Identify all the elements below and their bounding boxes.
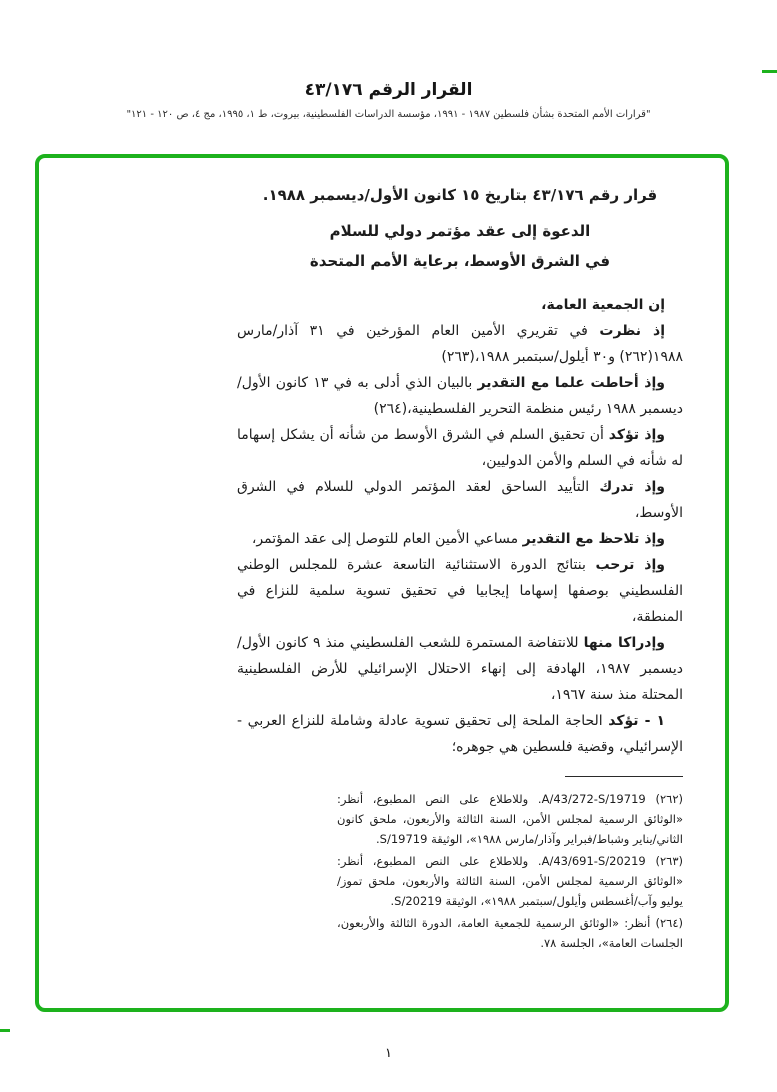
footnote [337,913,683,953]
green-mark-fragment-bottom [0,1029,10,1032]
paragraph [237,552,683,630]
paragraph-text: للانتفاضة المستمرة للشعب الفلسطيني منذ ٩ كانون الأول/ديسمبر ١٩٨٧، الهادفة إلى إنهاء الاحتلال الإسرائيلي للأرض الفلسطينية المحتلة منذ سنة ١٩٦٧، [237,635,683,703]
paragraph [237,422,683,474]
paragraph-lead: وإذ تدرك [599,479,666,495]
paragraph-lead: وإذ تلاحظ مع التقدير [522,531,665,547]
paragraph [237,370,683,422]
document-body [237,180,683,955]
paragraph [237,708,683,760]
footnote-separator [565,776,683,777]
source-citation: "قرارات الأمم المتحدة بشأن فلسطين ١٩٨٧ - ١٩٩١، مؤسسة الدراسات الفلسطينية، بيروت، ط ١، ١٩٩٥، مج ٤، ص ١٢٠ - ١٢١" [126,109,651,120]
annotation-highlight-box [35,154,729,1012]
footnote-number: (٢٦٤) [655,916,683,930]
paragraph-text: مساعي الأمين العام للتوصل إلى عقد المؤتمر، [251,531,523,547]
paragraph [237,318,683,370]
paragraph-lead: ١ - تؤكد [608,713,665,729]
paragraph-text: بنتائج الدورة الاستثنائية التاسعة عشرة للمجلس الوطني الفلسطيني بوصفها إسهاما إيجابيا في تحقيق تسوية سلمية للنزاع في المنطقة، [237,557,683,625]
footnotes-section [337,789,683,953]
paragraph [237,474,683,526]
paragraph-text: بالبيان الذي أدلى به في ١٣ كانون الأول/ديسمبر ١٩٨٨ رئيس منظمة التحرير الفلسطينية،(٢٦٤) [237,375,683,417]
resolution-heading [237,180,683,276]
footnote [337,789,683,849]
paragraph [237,630,683,708]
footnote [337,851,683,911]
paragraph-text: التأييد الساحق لعقد المؤتمر الدولي للسلام في الشرق الأوسط، [237,479,683,521]
resolution-title: القرار الرقم ٤٣/١٧٦ [304,80,473,100]
paragraph-text: أن تحقيق السلم في الشرق الأوسط من شأنه أن يشكل إسهاما له شأنه في السلم والأمن الدوليين، [237,427,683,469]
paragraph-lead: وإذ أحاطت علما مع التقدير [477,375,665,391]
footnote-text: A/43/691-S/20219. وللاطلاع على النص المطبوع، أنظر: «الوثائق الرسمية لمجلس الأمن، السنة الثالثة والأربعون، ملحق تموز/يوليو وآب/أغسطس وأيلول/سبتمبر ١٩٨٨»، الوثيقة S/20219. [337,854,683,908]
page-header [0,80,777,120]
footnote-number: (٢٦٣) [655,854,683,868]
paragraph-text: في تقريري الأمين العام المؤرخين في ٣١ آذار/مارس ١٩٨٨(٢٦٢) و٣٠ أيلول/سبتمبر ١٩٨٨،(٢٦٣) [237,323,683,365]
footnote-number: (٢٦٢) [655,792,683,806]
green-mark-fragment-top [762,70,777,73]
paragraph [237,292,683,318]
paragraph-lead: وإذ ترحب [595,557,665,573]
paragraph-lead: إن الجمعية العامة، [541,297,665,313]
resolution-subject-line-2: في الشرق الأوسط، برعاية الأمم المتحدة [309,252,611,270]
paragraph-lead: وإدراكا منها [583,635,665,651]
paragraph-text: الحاجة الملحة إلى تحقيق تسوية عادلة وشاملة للنزاع العربي - الإسرائيلي، وقضية فلسطين هي جوهره؛ [237,713,683,755]
paragraph-lead: إذ نظرت [599,323,665,339]
footnote-text: أنظر: «الوثائق الرسمية للجمعية العامة، الدورة الثالثة والأربعون، الجلسات العامة»، الجلسة ٧٨. [337,916,683,950]
paragraph-lead: وإذ تؤكد [608,427,665,443]
resolution-number-line: قرار رقم ٤٣/١٧٦ بتاريخ ١٥ كانون الأول/ديسمبر ١٩٨٨. [262,186,658,204]
footnote-text: A/43/272-S/19719. وللاطلاع على النص المطبوع، أنظر: «الوثائق الرسمية لمجلس الأمن، السنة الثالثة والأربعون، ملحق كانون الثاني/يناير وشباط/فبراير وآذار/مارس ١٩٨٨»، الوثيقة S/19719. [337,792,683,846]
paragraph [237,526,683,552]
page-number: ١ [385,1046,392,1061]
resolution-subject-line-1: الدعوة إلى عقد مؤتمر دولي للسلام [329,222,591,240]
resolution-text [237,292,683,760]
